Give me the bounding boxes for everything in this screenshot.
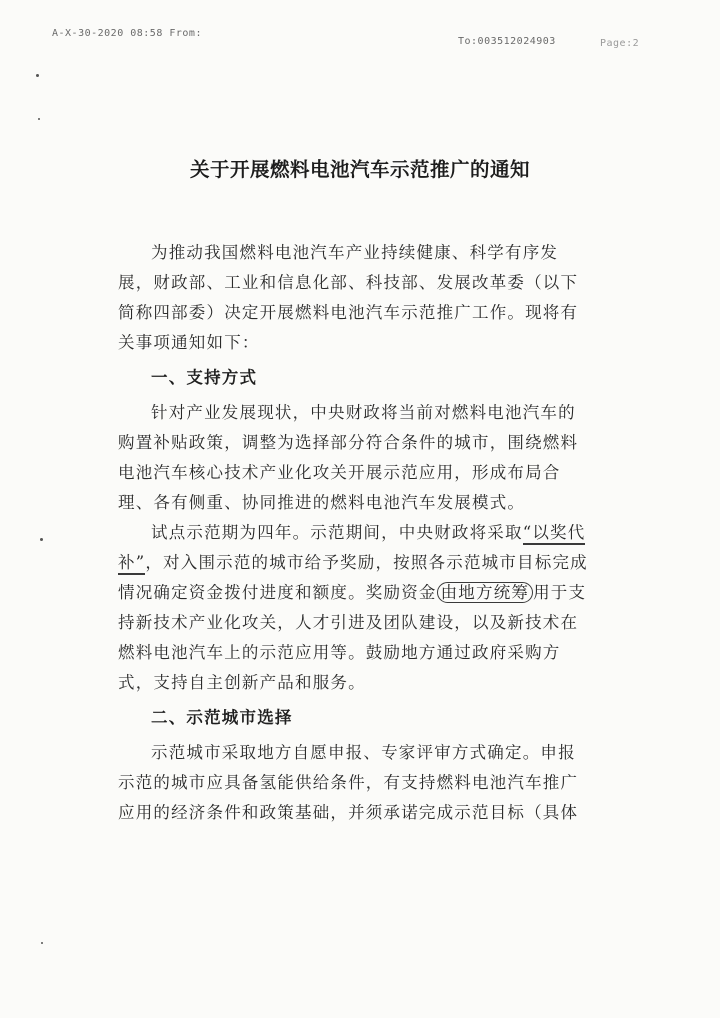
fax-header <box>0 28 720 48</box>
fax-page-number: Page:2 <box>600 38 640 49</box>
scan-speck <box>41 942 43 944</box>
section-heading-city-selection: 二、示范城市选择 <box>151 708 293 727</box>
support-paragraph-2 <box>118 518 588 698</box>
support-paragraph-1: 针对产业发展现状，中央财政将当前对燃料电池汽车的购置补贴政策，调整为选择部分符合条件的城市，围绕燃料电池汽车核心技术产业化攻关开展示范应用，形成布局合理、各有侧重、协同推进的燃料电池汽车发展模式。 <box>118 403 579 512</box>
scan-speck <box>36 74 39 77</box>
city-selection-paragraph-1: 示范城市采取地方自愿申报、专家评审方式确定。申报示范的城市应具备氢能供给条件，有支持燃料电池汽车推广应用的经济条件和政策基础，并须承诺完成示范目标（具体 <box>118 743 579 822</box>
para-text: 用于支持新技术产业化攻关，人才引进及团队建设，以及新技术在燃料电池汽车上的示范应用等。鼓励地方通过政府采购方式，支持自主创新产品和服务。 <box>118 583 587 692</box>
document-body <box>118 238 588 828</box>
fax-sender-line: A-X-30-2020 08:58 From: <box>52 28 202 39</box>
section-heading-support: 一、支持方式 <box>151 368 258 387</box>
handwritten-underline-annotation: “以奖代补” <box>118 523 585 575</box>
scan-speck <box>38 118 40 120</box>
scan-speck <box>40 538 43 541</box>
document-title: 关于开展燃料电池汽车示范推广的通知 <box>189 158 530 181</box>
fax-recipient-line: To:003512024903 <box>458 36 556 47</box>
para-text: ，对入围示范的城市给予奖励，按照各示范城市目标完成情况确定资金拨付进度和额度。奖励资金 <box>118 553 588 602</box>
para-text: 试点示范期为四年。示范期间，中央财政将采取 <box>151 523 523 542</box>
handwritten-circle-annotation: 由地方统筹 <box>437 582 534 603</box>
intro-paragraph: 为推动我国燃料电池汽车产业持续健康、科学有序发展，财政部、工业和信息化部、科技部、发展改革委（以下简称四部委）决定开展燃料电池汽车示范推广工作。现将有关事项通知如下： <box>118 243 579 352</box>
